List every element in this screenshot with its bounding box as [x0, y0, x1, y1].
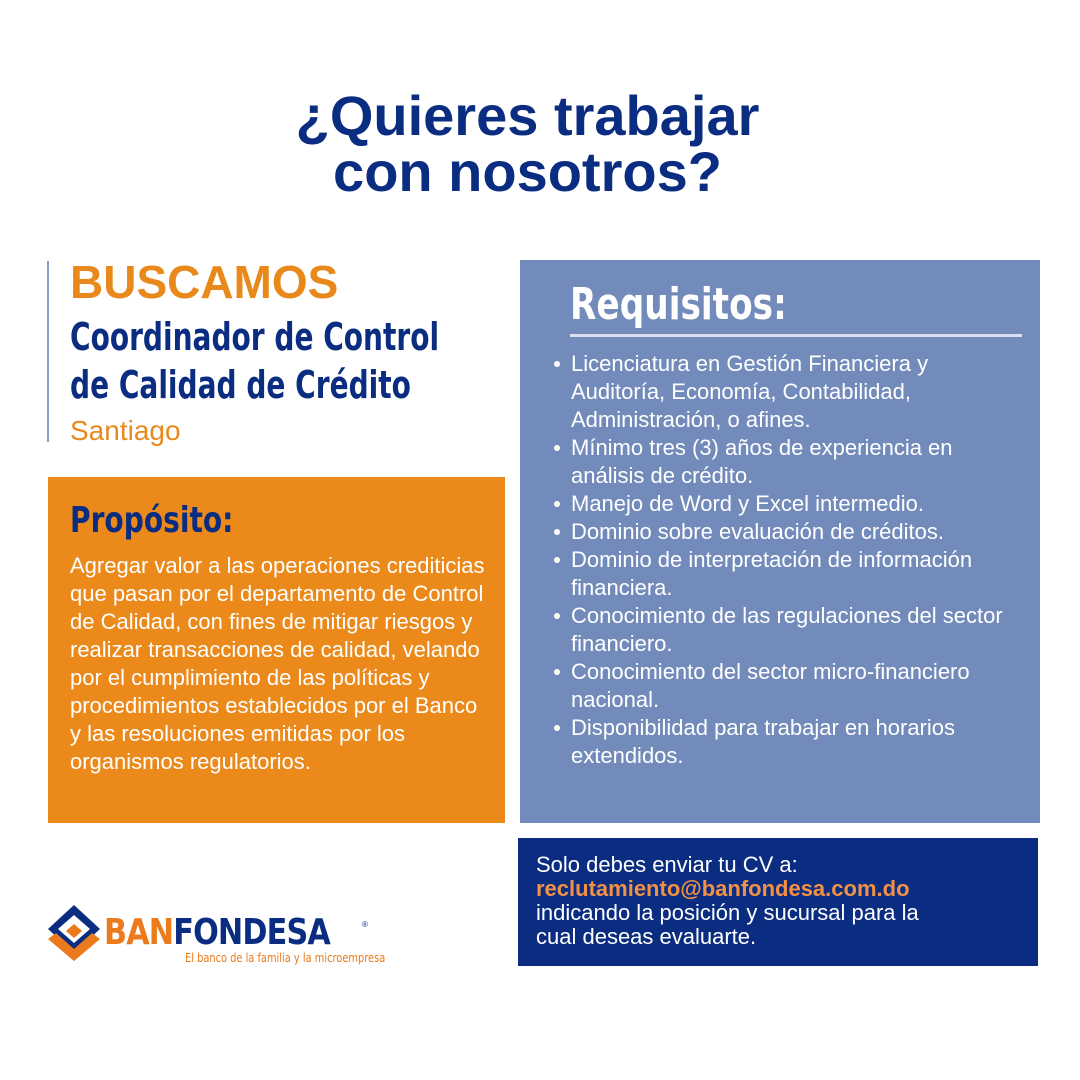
apply-panel	[518, 838, 1038, 966]
position-title-line-2: de Calidad de Crédito	[70, 363, 411, 407]
eyebrow-buscamos: BUSCAMOS	[70, 256, 339, 308]
apply-email-link[interactable]: reclutamiento@banfondesa.com.do	[536, 876, 910, 901]
position-title-line-1: Coordinador de Control	[70, 315, 440, 359]
banfondesa-logo	[48, 905, 386, 969]
requirements-list	[571, 350, 1011, 770]
logo-tagline: El banco de la familia y la microempresa	[185, 951, 386, 965]
apply-text	[536, 853, 996, 949]
requirement-item: Mínimo tres (3) años de experiencia en análisis de crédito.	[571, 434, 1011, 490]
requirement-item: Conocimiento del sector micro-financiero nacional.	[571, 658, 1011, 714]
job-location: Santiago	[70, 415, 181, 446]
position-title	[70, 313, 440, 409]
logo-wordmark	[104, 913, 330, 953]
requirement-item: Licenciatura en Gestión Financiera y Auditoría, Economía, Contabilidad, Administración, o afines.	[571, 350, 1011, 434]
registered-mark: ®	[362, 920, 368, 929]
headline-line-1: ¿Quieres trabajar	[295, 84, 760, 147]
requirement-item: Dominio sobre evaluación de créditos.	[571, 518, 1011, 546]
logo-word-fondesa: FONDESA	[173, 912, 330, 953]
requirements-panel	[520, 260, 1040, 823]
apply-line-3: indicando la posición y sucursal para la	[536, 900, 919, 925]
requirements-heading: Requisitos:	[570, 279, 787, 330]
requirement-item: Manejo de Word y Excel intermedio.	[571, 490, 1011, 518]
purpose-heading: Propósito:	[70, 500, 234, 541]
headline	[0, 84, 1055, 203]
accent-divider	[47, 261, 49, 442]
apply-line-1: Solo debes enviar tu CV a:	[536, 852, 798, 877]
requirement-item: Conocimiento de las regulaciones del sector financiero.	[571, 602, 1011, 658]
purpose-text: Agregar valor a las operaciones crediticias que pasan por el departamento de Control de Calidad, con fines de mitigar riesgos y realizar transacciones de calidad, velando por el cumplimiento de las políticas y procedimientos establecidos por el Banco y las resoluciones emitidas por los organismos regulatorios.	[70, 553, 485, 774]
requirement-item: Dominio de interpretación de información financiera.	[571, 546, 1011, 602]
requirement-item: Disponibilidad para trabajar en horarios extendidos.	[571, 714, 1011, 770]
apply-line-4: cual deseas evaluarte.	[536, 924, 757, 949]
logo-word-ban: BAN	[104, 912, 174, 953]
headline-line-2: con nosotros?	[333, 140, 722, 203]
requirements-underline	[570, 334, 1022, 337]
purpose-panel	[48, 477, 505, 823]
banfondesa-diamond-logo-icon	[48, 905, 100, 961]
